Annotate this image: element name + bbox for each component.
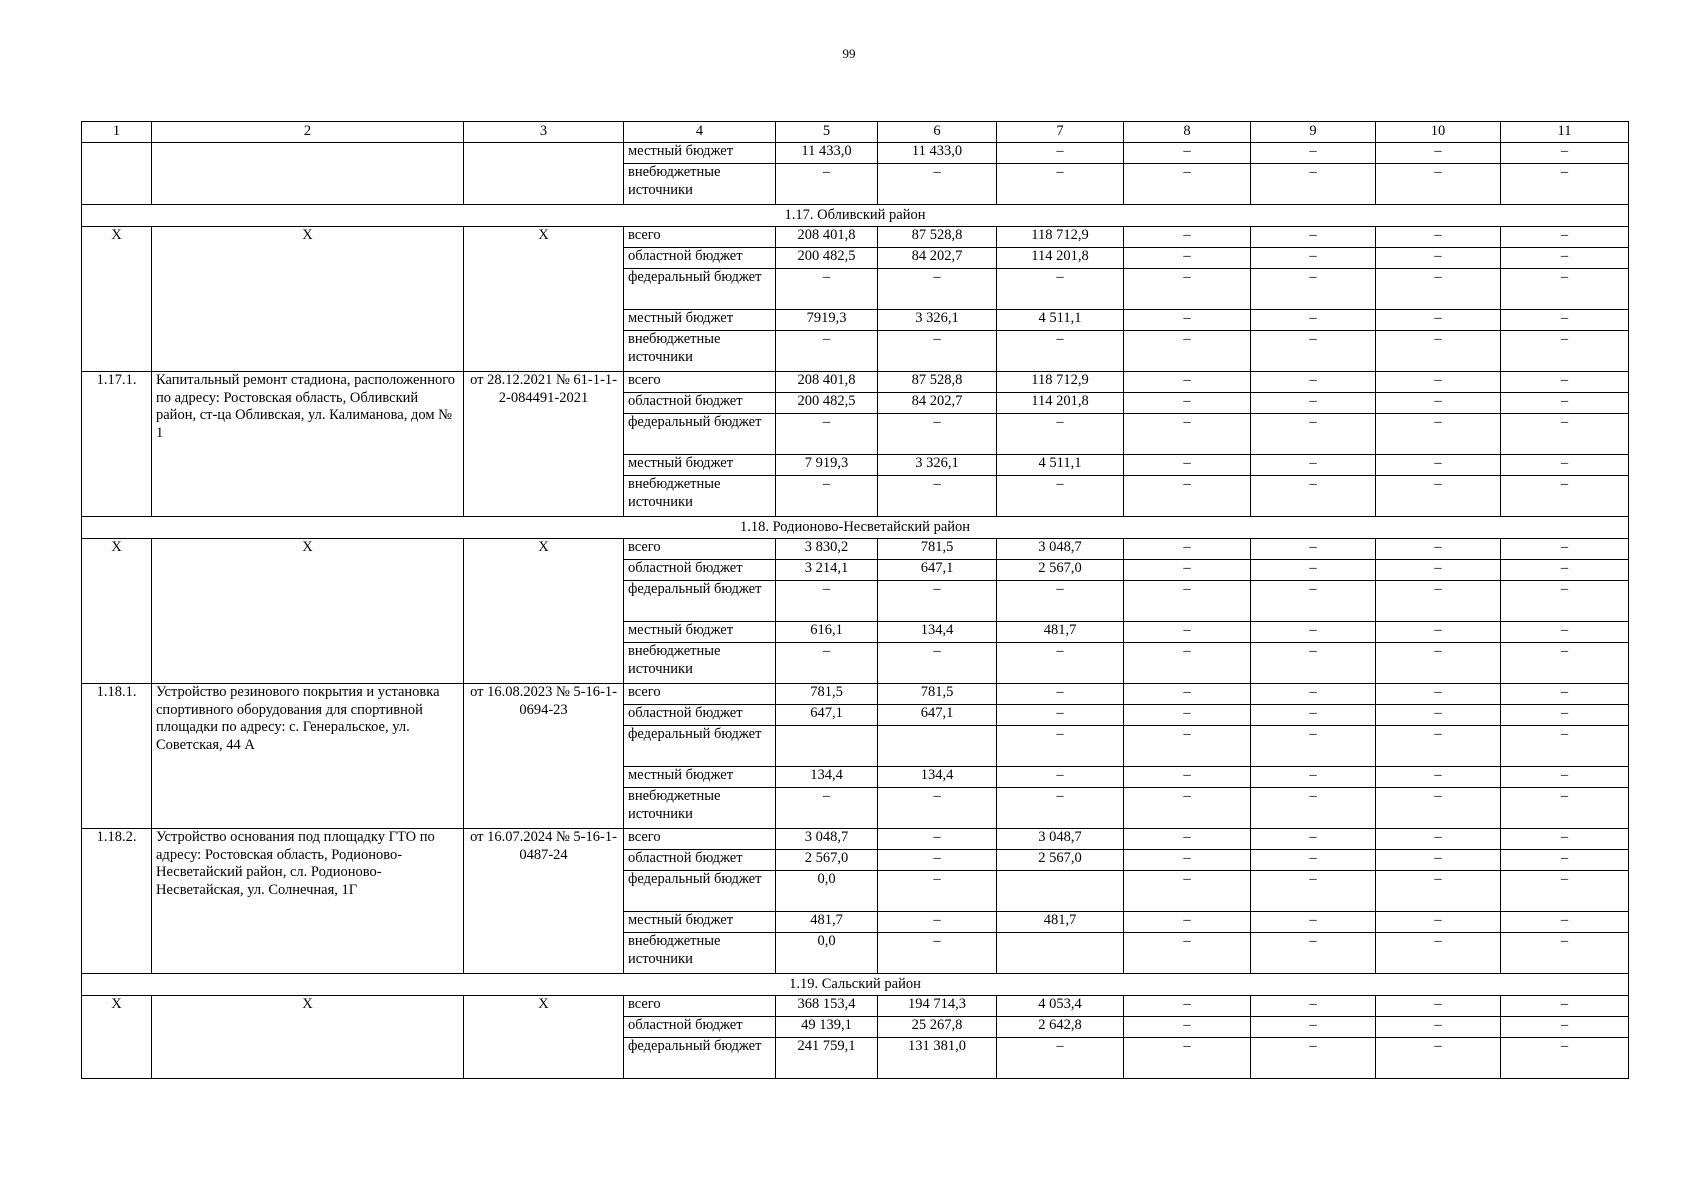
- dash-cell: –: [776, 476, 878, 517]
- value-cell: 134,4: [878, 767, 997, 788]
- dash-cell: –: [1124, 850, 1251, 871]
- dash-cell: –: [1501, 269, 1629, 310]
- source-label: федеральный бюджет: [624, 1038, 776, 1079]
- dash-cell: –: [1251, 539, 1376, 560]
- dash-cell: –: [1124, 143, 1251, 164]
- source-label: федеральный бюджет: [624, 581, 776, 622]
- dash-cell: –: [1376, 829, 1501, 850]
- value-cell: 3 048,7: [997, 539, 1124, 560]
- table-row: [82, 829, 1629, 850]
- dash-cell: –: [1376, 143, 1501, 164]
- header-cell: 7: [997, 122, 1124, 143]
- dash-cell: –: [1501, 331, 1629, 372]
- empty-cell: [997, 871, 1124, 912]
- header-row: [82, 122, 1629, 143]
- dash-cell: –: [1124, 581, 1251, 622]
- source-label: местный бюджет: [624, 143, 776, 164]
- value-cell: 3 830,2: [776, 539, 878, 560]
- dash-cell: –: [878, 912, 997, 933]
- dash-cell: –: [1501, 393, 1629, 414]
- value-cell: 616,1: [776, 622, 878, 643]
- dash-cell: –: [1376, 269, 1501, 310]
- value-cell: 7919,3: [776, 310, 878, 331]
- dash-cell: –: [1501, 643, 1629, 684]
- value-cell: 49 139,1: [776, 1017, 878, 1038]
- section-title: 1.19. Сальский район: [82, 974, 1629, 996]
- source-label: местный бюджет: [624, 912, 776, 933]
- value-cell: 131 381,0: [878, 1038, 997, 1079]
- dash-cell: –: [1251, 414, 1376, 455]
- dash-cell: –: [1124, 933, 1251, 974]
- dash-cell: –: [1501, 414, 1629, 455]
- dash-cell: –: [1501, 788, 1629, 829]
- x-cell: Х: [464, 227, 624, 372]
- value-cell: 0,0: [776, 871, 878, 912]
- dash-cell: –: [1124, 1038, 1251, 1079]
- dash-cell: –: [1376, 996, 1501, 1017]
- dash-cell: –: [997, 164, 1124, 205]
- header-cell: 3: [464, 122, 624, 143]
- value-cell: 84 202,7: [878, 248, 997, 269]
- value-cell: 2 567,0: [997, 560, 1124, 581]
- dash-cell: –: [776, 269, 878, 310]
- dash-cell: –: [1124, 414, 1251, 455]
- dash-cell: –: [1124, 643, 1251, 684]
- dash-cell: –: [878, 933, 997, 974]
- dash-cell: –: [997, 705, 1124, 726]
- dash-cell: –: [878, 269, 997, 310]
- source-label: федеральный бюджет: [624, 414, 776, 455]
- dash-cell: –: [997, 476, 1124, 517]
- dash-cell: –: [1376, 331, 1501, 372]
- empty-cell: [997, 933, 1124, 974]
- source-label: областной бюджет: [624, 248, 776, 269]
- header-cell: 9: [1251, 122, 1376, 143]
- value-cell: 368 153,4: [776, 996, 878, 1017]
- dash-cell: –: [1376, 539, 1501, 560]
- value-cell: 2 567,0: [997, 850, 1124, 871]
- dash-cell: –: [1124, 227, 1251, 248]
- dash-cell: –: [997, 581, 1124, 622]
- dash-cell: –: [1376, 933, 1501, 974]
- object-name: Устройство резинового покрытия и установка спортивного оборудования для спортивной площадки по адресу: с. Генеральское, ул. Советская, 44 А: [152, 684, 464, 829]
- value-cell: 208 401,8: [776, 227, 878, 248]
- dash-cell: –: [1501, 560, 1629, 581]
- dash-cell: –: [1376, 643, 1501, 684]
- dash-cell: –: [1251, 560, 1376, 581]
- dash-cell: –: [1124, 996, 1251, 1017]
- section-row: [82, 517, 1629, 539]
- dash-cell: –: [1501, 1017, 1629, 1038]
- page-number: 99: [842, 46, 856, 61]
- value-cell: 4 511,1: [997, 310, 1124, 331]
- value-cell: 118 712,9: [997, 372, 1124, 393]
- header-cell: 6: [878, 122, 997, 143]
- dash-cell: –: [997, 684, 1124, 705]
- dash-cell: –: [776, 414, 878, 455]
- dash-cell: –: [1251, 705, 1376, 726]
- dash-cell: –: [1124, 164, 1251, 205]
- dash-cell: –: [878, 331, 997, 372]
- dash-cell: –: [997, 143, 1124, 164]
- table-row: [82, 684, 1629, 705]
- dash-cell: –: [997, 726, 1124, 767]
- value-cell: 3 214,1: [776, 560, 878, 581]
- dash-cell: –: [997, 1038, 1124, 1079]
- dash-cell: –: [1376, 850, 1501, 871]
- dash-cell: –: [1501, 310, 1629, 331]
- table-row: [82, 539, 1629, 560]
- dash-cell: –: [1124, 331, 1251, 372]
- dash-cell: –: [997, 414, 1124, 455]
- dash-cell: –: [997, 767, 1124, 788]
- dash-cell: –: [1124, 310, 1251, 331]
- x-cell: Х: [464, 539, 624, 684]
- object-document: от 16.08.2023 № 5-16-1-0694-23: [464, 684, 624, 829]
- dash-cell: –: [1501, 455, 1629, 476]
- dash-cell: –: [1501, 372, 1629, 393]
- dash-cell: –: [1251, 455, 1376, 476]
- source-label: внебюджетные источники: [624, 788, 776, 829]
- dash-cell: –: [1251, 871, 1376, 912]
- dash-cell: –: [1251, 143, 1376, 164]
- dash-cell: –: [1501, 996, 1629, 1017]
- dash-cell: –: [1251, 227, 1376, 248]
- table-row: [82, 227, 1629, 248]
- value-cell: 200 482,5: [776, 393, 878, 414]
- dash-cell: –: [1251, 643, 1376, 684]
- dash-cell: –: [1376, 414, 1501, 455]
- dash-cell: –: [878, 414, 997, 455]
- value-cell: 114 201,8: [997, 393, 1124, 414]
- dash-cell: –: [1251, 269, 1376, 310]
- dash-cell: –: [1124, 622, 1251, 643]
- source-label: федеральный бюджет: [624, 871, 776, 912]
- dash-cell: –: [1376, 788, 1501, 829]
- table-row: [82, 143, 1629, 164]
- dash-cell: –: [1376, 227, 1501, 248]
- dash-cell: –: [997, 643, 1124, 684]
- dash-cell: –: [1251, 331, 1376, 372]
- dash-cell: –: [1251, 996, 1376, 1017]
- dash-cell: –: [1251, 1017, 1376, 1038]
- dash-cell: –: [1124, 476, 1251, 517]
- dash-cell: –: [1501, 143, 1629, 164]
- object-number: 1.18.1.: [82, 684, 152, 829]
- dash-cell: –: [878, 476, 997, 517]
- source-label: областной бюджет: [624, 560, 776, 581]
- dash-cell: –: [1124, 1017, 1251, 1038]
- object-document: от 16.07.2024 № 5-16-1-0487-24: [464, 829, 624, 974]
- value-cell: 647,1: [878, 705, 997, 726]
- dash-cell: –: [1501, 164, 1629, 205]
- value-cell: 7 919,3: [776, 455, 878, 476]
- empty-cell: [82, 143, 152, 205]
- value-cell: 481,7: [997, 622, 1124, 643]
- source-label: областной бюджет: [624, 850, 776, 871]
- value-cell: 2 642,8: [997, 1017, 1124, 1038]
- dash-cell: –: [878, 788, 997, 829]
- dash-cell: –: [1124, 269, 1251, 310]
- value-cell: 134,4: [878, 622, 997, 643]
- source-label: внебюджетные источники: [624, 476, 776, 517]
- dash-cell: –: [1251, 393, 1376, 414]
- value-cell: 87 528,8: [878, 227, 997, 248]
- dash-cell: –: [1251, 476, 1376, 517]
- dash-cell: –: [1251, 310, 1376, 331]
- value-cell: 4 511,1: [997, 455, 1124, 476]
- dash-cell: –: [776, 643, 878, 684]
- source-label: всего: [624, 829, 776, 850]
- empty-cell: [152, 143, 464, 205]
- dash-cell: –: [1501, 726, 1629, 767]
- x-cell: Х: [82, 227, 152, 372]
- dash-cell: –: [1376, 684, 1501, 705]
- source-label: федеральный бюджет: [624, 726, 776, 767]
- source-label: областной бюджет: [624, 705, 776, 726]
- value-cell: 11 433,0: [878, 143, 997, 164]
- table-row: [82, 372, 1629, 393]
- dash-cell: –: [1124, 372, 1251, 393]
- dash-cell: –: [1251, 829, 1376, 850]
- value-cell: 781,5: [878, 684, 997, 705]
- dash-cell: –: [1376, 1017, 1501, 1038]
- dash-cell: –: [1124, 248, 1251, 269]
- empty-cell: [464, 143, 624, 205]
- dash-cell: –: [1251, 248, 1376, 269]
- dash-cell: –: [1376, 372, 1501, 393]
- source-label: местный бюджет: [624, 455, 776, 476]
- object-name: Капитальный ремонт стадиона, расположенного по адресу: Ростовская область, Обливский район, ст-ца Обливская, ул. Калиманова, дом № 1: [152, 372, 464, 517]
- dash-cell: –: [878, 643, 997, 684]
- dash-cell: –: [878, 871, 997, 912]
- dash-cell: –: [1251, 767, 1376, 788]
- dash-cell: –: [1124, 705, 1251, 726]
- dash-cell: –: [1376, 476, 1501, 517]
- object-name: Устройство основания под площадку ГТО по адресу: Ростовская область, Родионово-Несветайский район, сл. Родионово-Несветайская, ул. Солнечная, 1Г: [152, 829, 464, 974]
- section-title: 1.18. Родионово-Несветайский район: [82, 517, 1629, 539]
- dash-cell: –: [878, 829, 997, 850]
- value-cell: 3 048,7: [997, 829, 1124, 850]
- header-cell: 8: [1124, 122, 1251, 143]
- value-cell: 194 714,3: [878, 996, 997, 1017]
- source-label: внебюджетные источники: [624, 643, 776, 684]
- section-row: [82, 974, 1629, 996]
- dash-cell: –: [1251, 622, 1376, 643]
- source-label: всего: [624, 996, 776, 1017]
- dash-cell: –: [776, 164, 878, 205]
- x-cell: Х: [152, 539, 464, 684]
- value-cell: 3 326,1: [878, 310, 997, 331]
- dash-cell: –: [997, 788, 1124, 829]
- dash-cell: –: [1501, 705, 1629, 726]
- dash-cell: –: [1251, 372, 1376, 393]
- header-cell: 5: [776, 122, 878, 143]
- x-cell: Х: [464, 996, 624, 1079]
- dash-cell: –: [1501, 539, 1629, 560]
- header-cell: 1: [82, 122, 152, 143]
- source-label: всего: [624, 372, 776, 393]
- dash-cell: –: [1376, 705, 1501, 726]
- dash-cell: –: [1501, 871, 1629, 912]
- dash-cell: –: [1251, 1038, 1376, 1079]
- dash-cell: –: [1376, 310, 1501, 331]
- dash-cell: –: [1376, 622, 1501, 643]
- source-label: всего: [624, 227, 776, 248]
- object-document: от 28.12.2021 № 61-1-1-2-084491-2021: [464, 372, 624, 517]
- dash-cell: –: [1251, 684, 1376, 705]
- value-cell: 3 048,7: [776, 829, 878, 850]
- section-title: 1.17. Обливский район: [82, 205, 1629, 227]
- value-cell: 2 567,0: [776, 850, 878, 871]
- source-label: федеральный бюджет: [624, 269, 776, 310]
- dash-cell: –: [1376, 393, 1501, 414]
- empty-cell: [878, 726, 997, 767]
- x-cell: Х: [152, 996, 464, 1079]
- value-cell: 3 326,1: [878, 455, 997, 476]
- dash-cell: –: [1376, 164, 1501, 205]
- dash-cell: –: [1124, 767, 1251, 788]
- section-row: [82, 205, 1629, 227]
- value-cell: 481,7: [776, 912, 878, 933]
- value-cell: 11 433,0: [776, 143, 878, 164]
- dash-cell: –: [1124, 726, 1251, 767]
- dash-cell: –: [878, 581, 997, 622]
- x-cell: Х: [82, 539, 152, 684]
- dash-cell: –: [1376, 726, 1501, 767]
- value-cell: 4 053,4: [997, 996, 1124, 1017]
- dash-cell: –: [1124, 829, 1251, 850]
- dash-cell: –: [1124, 684, 1251, 705]
- value-cell: 87 528,8: [878, 372, 997, 393]
- dash-cell: –: [1501, 829, 1629, 850]
- dash-cell: –: [1501, 476, 1629, 517]
- dash-cell: –: [1501, 622, 1629, 643]
- dash-cell: –: [1501, 933, 1629, 974]
- value-cell: 84 202,7: [878, 393, 997, 414]
- dash-cell: –: [1124, 455, 1251, 476]
- dash-cell: –: [1501, 912, 1629, 933]
- header-cell: 4: [624, 122, 776, 143]
- source-label: областной бюджет: [624, 393, 776, 414]
- source-label: областной бюджет: [624, 1017, 776, 1038]
- dash-cell: –: [1251, 726, 1376, 767]
- value-cell: 647,1: [878, 560, 997, 581]
- source-label: местный бюджет: [624, 767, 776, 788]
- dash-cell: –: [776, 581, 878, 622]
- dash-cell: –: [1501, 767, 1629, 788]
- value-cell: 241 759,1: [776, 1038, 878, 1079]
- dash-cell: –: [1124, 871, 1251, 912]
- source-label: внебюджетные источники: [624, 331, 776, 372]
- dash-cell: –: [1376, 871, 1501, 912]
- dash-cell: –: [776, 788, 878, 829]
- value-cell: 25 267,8: [878, 1017, 997, 1038]
- source-label: внебюджетные источники: [624, 164, 776, 205]
- dash-cell: –: [1124, 539, 1251, 560]
- dash-cell: –: [997, 269, 1124, 310]
- dash-cell: –: [1376, 1038, 1501, 1079]
- value-cell: 200 482,5: [776, 248, 878, 269]
- value-cell: 118 712,9: [997, 227, 1124, 248]
- dash-cell: –: [1376, 767, 1501, 788]
- dash-cell: –: [1251, 164, 1376, 205]
- x-cell: Х: [152, 227, 464, 372]
- dash-cell: –: [1376, 455, 1501, 476]
- dash-cell: –: [1501, 581, 1629, 622]
- value-cell: 0,0: [776, 933, 878, 974]
- dash-cell: –: [1124, 560, 1251, 581]
- value-cell: 134,4: [776, 767, 878, 788]
- source-label: местный бюджет: [624, 622, 776, 643]
- dash-cell: –: [878, 164, 997, 205]
- value-cell: 208 401,8: [776, 372, 878, 393]
- value-cell: 114 201,8: [997, 248, 1124, 269]
- source-label: всего: [624, 539, 776, 560]
- dash-cell: –: [1376, 248, 1501, 269]
- table-row: [82, 996, 1629, 1017]
- value-cell: 481,7: [997, 912, 1124, 933]
- dash-cell: –: [1124, 788, 1251, 829]
- dash-cell: –: [1124, 912, 1251, 933]
- source-label: всего: [624, 684, 776, 705]
- x-cell: Х: [82, 996, 152, 1079]
- source-label: местный бюджет: [624, 310, 776, 331]
- dash-cell: –: [1251, 788, 1376, 829]
- value-cell: 647,1: [776, 705, 878, 726]
- dash-cell: –: [1251, 850, 1376, 871]
- value-cell: 781,5: [776, 684, 878, 705]
- header-cell: 2: [152, 122, 464, 143]
- budget-table: [81, 121, 1629, 1079]
- source-label: внебюджетные источники: [624, 933, 776, 974]
- dash-cell: –: [1251, 912, 1376, 933]
- dash-cell: –: [1501, 1038, 1629, 1079]
- dash-cell: –: [1501, 248, 1629, 269]
- header-cell: 10: [1376, 122, 1501, 143]
- dash-cell: –: [776, 331, 878, 372]
- object-number: 1.17.1.: [82, 372, 152, 517]
- dash-cell: –: [1124, 393, 1251, 414]
- dash-cell: –: [1251, 581, 1376, 622]
- dash-cell: –: [1251, 933, 1376, 974]
- dash-cell: –: [878, 850, 997, 871]
- object-number: 1.18.2.: [82, 829, 152, 974]
- empty-cell: [776, 726, 878, 767]
- dash-cell: –: [1376, 581, 1501, 622]
- dash-cell: –: [1376, 560, 1501, 581]
- value-cell: 781,5: [878, 539, 997, 560]
- dash-cell: –: [1376, 912, 1501, 933]
- header-cell: 11: [1501, 122, 1629, 143]
- dash-cell: –: [1501, 850, 1629, 871]
- dash-cell: –: [1501, 227, 1629, 248]
- dash-cell: –: [997, 331, 1124, 372]
- dash-cell: –: [1501, 684, 1629, 705]
